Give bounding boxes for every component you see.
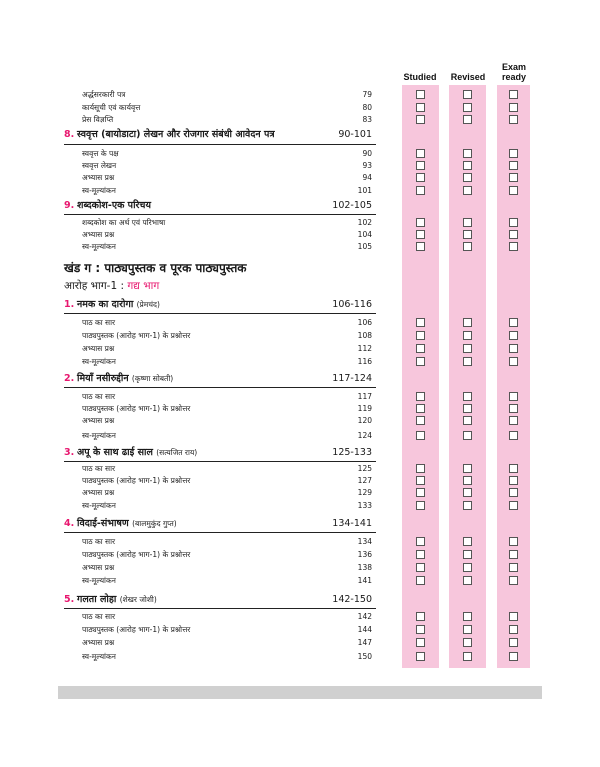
revised-checkbox[interactable] <box>463 357 472 366</box>
studied-checkbox[interactable] <box>416 476 425 485</box>
list-item: स्व-मूल्यांकन 141 <box>82 576 372 585</box>
revised-checkbox[interactable] <box>463 431 472 440</box>
exam-ready-checkbox[interactable] <box>509 652 518 661</box>
exam-ready-checkbox[interactable] <box>509 318 518 327</box>
studied-checkbox[interactable] <box>416 501 425 510</box>
list-item: पाठ का सार 134 <box>82 537 372 546</box>
studied-checkbox[interactable] <box>416 242 425 251</box>
list-item: अभ्यास प्रश्न 104 <box>82 230 372 239</box>
revised-checkbox[interactable] <box>463 416 472 425</box>
part-title: खंड ग : पाठ्यपुस्तक व पूरक पाठ्यपुस्तक <box>64 261 247 275</box>
list-item: कार्यसूची एवं कार्यवृत्त 80 <box>82 103 372 112</box>
exam-ready-checkbox[interactable] <box>509 476 518 485</box>
exam-ready-checkbox[interactable] <box>509 186 518 195</box>
revised-checkbox[interactable] <box>463 550 472 559</box>
list-item: पाठ्यपुस्तक (आरोह भाग-1) के प्रश्नोत्तर 127 <box>82 476 372 485</box>
revised-checkbox[interactable] <box>463 173 472 182</box>
revised-checkbox[interactable] <box>463 488 472 497</box>
exam-ready-checkbox[interactable] <box>509 115 518 124</box>
studied-checkbox[interactable] <box>416 392 425 401</box>
lesson-heading-3: 3. अपू के साथ ढाई साल (सत्यजित राय) 125-133 <box>64 447 372 458</box>
lesson-heading-1: 1. नमक का दारोगा (प्रेमचंद) 106-116 <box>64 299 372 310</box>
revised-checkbox[interactable] <box>463 563 472 572</box>
revised-checkbox[interactable] <box>463 344 472 353</box>
studied-checkbox[interactable] <box>416 186 425 195</box>
section-underline <box>64 313 376 314</box>
footer-bar <box>58 686 542 699</box>
list-item: अभ्यास प्रश्न 147 <box>82 638 372 647</box>
exam-ready-checkbox[interactable] <box>509 161 518 170</box>
lesson-heading-4: 4. विदाई-संभाषण (बालमुकुंद गुप्त) 134-141 <box>64 518 372 529</box>
studied-checkbox[interactable] <box>416 652 425 661</box>
list-item: अर्द्धसरकारी पत्र 79 <box>82 90 372 99</box>
revised-checkbox[interactable] <box>463 537 472 546</box>
revised-checkbox[interactable] <box>463 103 472 112</box>
revised-checkbox[interactable] <box>463 625 472 634</box>
revised-checkbox[interactable] <box>463 318 472 327</box>
studied-checkbox[interactable] <box>416 638 425 647</box>
section-underline <box>64 532 376 533</box>
exam-ready-checkbox[interactable] <box>509 431 518 440</box>
exam-ready-checkbox[interactable] <box>509 90 518 99</box>
studied-checkbox[interactable] <box>416 612 425 621</box>
studied-checkbox[interactable] <box>416 431 425 440</box>
studied-checkbox[interactable] <box>416 230 425 239</box>
list-item: पाठ्यपुस्तक (आरोह भाग-1) के प्रश्नोत्तर 119 <box>82 404 372 413</box>
revised-checkbox[interactable] <box>463 186 472 195</box>
studied-checkbox[interactable] <box>416 149 425 158</box>
exam-ready-checkbox[interactable] <box>509 404 518 413</box>
list-item: पाठ का सार 142 <box>82 612 372 621</box>
studied-checkbox[interactable] <box>416 464 425 473</box>
revised-checkbox[interactable] <box>463 576 472 585</box>
studied-checkbox[interactable] <box>416 344 425 353</box>
studied-checkbox[interactable] <box>416 161 425 170</box>
section-underline <box>64 214 376 215</box>
exam-ready-checkbox[interactable] <box>509 464 518 473</box>
list-item: स्व-मूल्यांकन 150 <box>82 652 372 661</box>
revised-checkbox[interactable] <box>463 638 472 647</box>
exam-ready-checkbox[interactable] <box>509 638 518 647</box>
studied-checkbox[interactable] <box>416 488 425 497</box>
section-underline <box>64 387 376 388</box>
revised-checkbox[interactable] <box>463 501 472 510</box>
studied-checkbox[interactable] <box>416 357 425 366</box>
list-item: स्व-मूल्यांकन 133 <box>82 501 372 510</box>
list-item: पाठ्यपुस्तक (आरोह भाग-1) के प्रश्नोत्तर 108 <box>82 331 372 340</box>
list-item: स्ववृत्त के पक्ष 90 <box>82 149 372 158</box>
studied-checkbox[interactable] <box>416 318 425 327</box>
revised-checkbox[interactable] <box>463 331 472 340</box>
exam-ready-checkbox[interactable] <box>509 357 518 366</box>
revised-checkbox[interactable] <box>463 149 472 158</box>
list-item: अभ्यास प्रश्न 94 <box>82 173 372 182</box>
list-item: पाठ्यपुस्तक (आरोह भाग-1) के प्रश्नोत्तर 144 <box>82 625 372 634</box>
exam-ready-checkbox[interactable] <box>509 149 518 158</box>
list-item: शब्दकोश का अर्थ एवं परिभाषा 102 <box>82 218 372 227</box>
studied-checkbox[interactable] <box>416 404 425 413</box>
lesson-heading-2: 2. मियाँ नसीरुद्दीन (कृष्णा सोबती) 117-124 <box>64 373 372 384</box>
exam-ready-checkbox[interactable] <box>509 173 518 182</box>
studied-checkbox[interactable] <box>416 625 425 634</box>
exam-ready-checkbox[interactable] <box>509 501 518 510</box>
exam-ready-checkbox[interactable] <box>509 344 518 353</box>
revised-checkbox[interactable] <box>463 218 472 227</box>
list-item: पाठ का सार 117 <box>82 392 372 401</box>
list-item: अभ्यास प्रश्न 112 <box>82 344 372 353</box>
exam-ready-checkbox[interactable] <box>509 242 518 251</box>
exam-ready-checkbox[interactable] <box>509 416 518 425</box>
exam-ready-checkbox[interactable] <box>509 392 518 401</box>
exam-ready-checkbox[interactable] <box>509 563 518 572</box>
list-item: स्व-मूल्यांकन 116 <box>82 357 372 366</box>
studied-checkbox[interactable] <box>416 115 425 124</box>
revised-checkbox[interactable] <box>463 392 472 401</box>
revised-checkbox[interactable] <box>463 161 472 170</box>
studied-checkbox[interactable] <box>416 550 425 559</box>
studied-checkbox[interactable] <box>416 331 425 340</box>
exam-ready-checkbox[interactable] <box>509 331 518 340</box>
lesson-heading-5: 5. गलता लोहा (शेखर जोशी) 142-150 <box>64 594 372 605</box>
exam-ready-checkbox[interactable] <box>509 612 518 621</box>
section-underline <box>64 144 376 145</box>
revised-checkbox[interactable] <box>463 464 472 473</box>
revised-checkbox[interactable] <box>463 612 472 621</box>
exam-ready-checkbox[interactable] <box>509 550 518 559</box>
studied-checkbox[interactable] <box>416 218 425 227</box>
list-item: पाठ का सार 106 <box>82 318 372 327</box>
studied-checkbox[interactable] <box>416 90 425 99</box>
list-item: स्व-मूल्यांकन 105 <box>82 242 372 251</box>
revised-checkbox[interactable] <box>463 242 472 251</box>
revised-checkbox[interactable] <box>463 476 472 485</box>
revised-column-header: Revised <box>450 72 486 82</box>
list-item: अभ्यास प्रश्न 138 <box>82 563 372 572</box>
revised-checkbox[interactable] <box>463 230 472 239</box>
exam-ready-checkbox[interactable] <box>509 488 518 497</box>
list-item: स्ववृत्त लेखन 93 <box>82 161 372 170</box>
list-item: अभ्यास प्रश्न 120 <box>82 416 372 425</box>
studied-checkbox[interactable] <box>416 103 425 112</box>
exam-ready-checkbox[interactable] <box>509 576 518 585</box>
exam-ready-checkbox[interactable] <box>509 103 518 112</box>
revised-checkbox[interactable] <box>463 115 472 124</box>
section-underline <box>64 608 376 609</box>
list-item: अभ्यास प्रश्न 129 <box>82 488 372 497</box>
list-item: स्व-मूल्यांकन 101 <box>82 186 372 195</box>
exam-ready-checkbox[interactable] <box>509 218 518 227</box>
exam-ready-checkbox[interactable] <box>509 537 518 546</box>
section-heading-8: 8. स्ववृत्त (बायोडाटा) लेखन और रोजगार संबंधी आवेदन पत्र 90-101 <box>64 129 372 140</box>
revised-checkbox[interactable] <box>463 652 472 661</box>
exam-ready-checkbox[interactable] <box>509 625 518 634</box>
list-item: स्व-मूल्यांकन 124 <box>82 431 372 440</box>
studied-checkbox[interactable] <box>416 576 425 585</box>
studied-checkbox[interactable] <box>416 537 425 546</box>
list-item: पाठ का सार 125 <box>82 464 372 473</box>
exam-ready-column-header: Exam ready <box>501 62 527 82</box>
studied-checkbox[interactable] <box>416 563 425 572</box>
studied-column-header: Studied <box>403 72 437 82</box>
part-subtitle: आरोह भाग-1 : गद्य भाग <box>64 280 160 292</box>
list-item: पाठ्यपुस्तक (आरोह भाग-1) के प्रश्नोत्तर 136 <box>82 550 372 559</box>
section-heading-9: 9. शब्दकोश-एक परिचय 102-105 <box>64 200 372 211</box>
revised-checkbox[interactable] <box>463 90 472 99</box>
revised-checkbox[interactable] <box>463 404 472 413</box>
studied-checkbox[interactable] <box>416 173 425 182</box>
exam-ready-checkbox[interactable] <box>509 230 518 239</box>
studied-checkbox[interactable] <box>416 416 425 425</box>
list-item: प्रेस विज्ञप्ति 83 <box>82 115 372 124</box>
